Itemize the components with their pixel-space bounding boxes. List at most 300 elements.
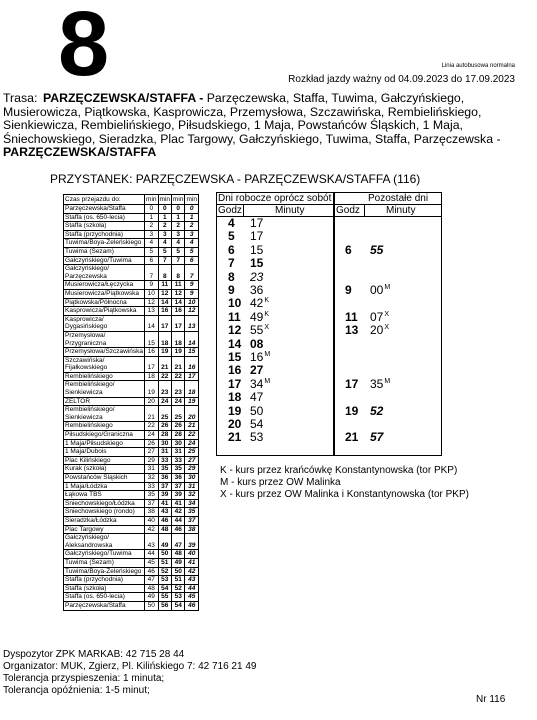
route-stops: Parzęczewska, Staffa, Tuwima, Gałczyńskiego, Musierowicza, Piątkowska, Kasprowicza, Przemysłowa, Szczawińska, Rembielińskiego, Sienkiewicza, Rembielińskiego, Piłsudskiego, 1 Maja, Powstańców Śląskich, 1 Maja, Śniechowskiego, Sieradzka, Plac Targowy, Gałczyńskiego, Tuwima, Staffa, Parzęczewska - (3, 91, 501, 146)
travel-time: 2 (185, 222, 198, 231)
travel-time: 1 (145, 213, 158, 222)
travel-time: 2 (172, 222, 185, 231)
travel-time: 21 (185, 422, 198, 431)
route-label: Trasa: (3, 91, 38, 105)
travel-time: 9 (185, 289, 198, 298)
departure-minute (250, 216, 263, 230)
minute-value: 15 (250, 256, 264, 271)
travel-time: 45 (185, 593, 198, 602)
travel-time: 54 (172, 601, 185, 610)
table-row (64, 525, 199, 534)
line-number: 8 (58, 0, 108, 95)
travel-time: 13 (185, 315, 198, 331)
travel-time: 3 (158, 230, 171, 239)
travel-time: 3 (185, 230, 198, 239)
travel-time: 21 (172, 356, 185, 372)
route-name: PARZĘCZEWSKA/STAFFA - (43, 91, 204, 105)
table-row (64, 381, 199, 397)
travel-time: 46 (172, 525, 185, 534)
travel-time: 14 (185, 331, 198, 347)
travel-time: 5 (172, 247, 185, 256)
travel-time: 25 (158, 406, 171, 422)
table-row (64, 482, 199, 491)
travel-time: 39 (185, 534, 198, 550)
minutes-column-label: Minuty (275, 205, 305, 216)
travel-time: 32 (145, 474, 158, 483)
stop-name: Łąkowa TBS (64, 491, 145, 500)
table-row (64, 298, 199, 307)
travel-time: 29 (185, 465, 198, 474)
table-row (64, 307, 199, 316)
travel-time: 3 (145, 230, 158, 239)
travel-times-header (64, 195, 199, 205)
travel-time: 39 (172, 491, 185, 500)
stop-name: Staffa (os. 650-lecia) (64, 213, 145, 222)
travel-time: 41 (172, 499, 185, 508)
hour: 21 (345, 430, 359, 445)
travel-time: 49 (158, 534, 171, 550)
hour: 15 (228, 350, 242, 364)
travel-time: 40 (185, 550, 198, 559)
table-row (64, 576, 199, 585)
minutes-column-label: Minuty (386, 205, 416, 216)
hour-column-label: Godz (336, 205, 360, 216)
stop-name: Musierowicza/Łęczycka (64, 281, 145, 290)
travel-time: 43 (145, 534, 158, 550)
departure-minute (250, 229, 263, 243)
divider (364, 204, 365, 216)
travel-times-table (63, 194, 199, 611)
travel-time: 47 (145, 576, 158, 585)
table-row (64, 491, 199, 500)
travel-time: 8 (158, 265, 171, 281)
stop-name: Przemysłowa/ Przygraniczna (64, 331, 145, 347)
travel-time: 31 (158, 448, 171, 457)
travel-time: 0 (145, 205, 158, 214)
stop-name: Musierowicza/Piątkowska (64, 289, 145, 298)
departure-minute (370, 377, 390, 391)
travel-time: 50 (145, 601, 158, 610)
minute-value: 15 (250, 242, 264, 257)
travel-time: 37 (145, 499, 158, 508)
validity-period: Rozkład jazdy ważny od 04.09.2023 do 17.09.2023 (288, 74, 515, 85)
stop-label: PRZYSTANEK: PARZĘCZEWSKA - PARZĘCZEWSKA/STAFFA (50, 172, 390, 186)
travel-time: 17 (158, 315, 171, 331)
departure-minute (370, 283, 390, 297)
travel-time: 35 (185, 508, 198, 517)
table-row (64, 456, 199, 465)
stop-name: Staffa (przychodnia) (64, 230, 145, 239)
travel-time: 53 (172, 593, 185, 602)
departure-minute (250, 283, 263, 297)
travel-time: 36 (172, 474, 185, 483)
travel-time: 42 (185, 567, 198, 576)
travel-time: 24 (185, 439, 198, 448)
course-marker: M (264, 351, 271, 358)
travel-time: 31 (185, 482, 198, 491)
travel-time: 53 (158, 576, 171, 585)
minute-value: 55 (370, 242, 384, 257)
departure-minute (250, 363, 263, 377)
tolerance-early: Tolerancja przyspieszenia: 1 minuta; (3, 673, 165, 684)
departure-minute (250, 390, 263, 404)
travel-time: 34 (185, 499, 198, 508)
travel-time: 1 (158, 213, 171, 222)
travel-time: 12 (145, 298, 158, 307)
stop-header (50, 172, 420, 186)
travel-time: 45 (145, 558, 158, 567)
travel-time: 9 (185, 281, 198, 290)
travel-time: 7 (145, 265, 158, 281)
table-row (64, 593, 199, 602)
travel-time: 22 (185, 431, 198, 440)
minute-value: 35 (370, 376, 384, 391)
travel-time: 28 (158, 431, 171, 440)
departure-minute (250, 270, 263, 284)
travel-time: 23 (172, 381, 185, 397)
stop-name: Kurak (szkoła) (64, 465, 145, 474)
travel-time: 17 (172, 315, 185, 331)
travel-time: 15 (145, 331, 158, 347)
stop-name: Sieradzka/Łódzka (64, 516, 145, 525)
tolerance-late: Tolerancja opóźnienia: 1-5 minut; (3, 685, 150, 696)
departure-minute (250, 243, 263, 257)
travel-time: 16 (145, 348, 158, 357)
travel-time: 18 (185, 381, 198, 397)
minute-value: 57 (370, 430, 384, 445)
course-marker: M (384, 284, 391, 291)
course-marker: X (264, 324, 270, 332)
travel-time: 42 (145, 525, 158, 534)
travel-time: 9 (145, 281, 158, 290)
travel-time: 1 (185, 213, 198, 222)
travel-time: 3 (172, 230, 185, 239)
hour: 6 (345, 242, 352, 257)
hour: 10 (228, 296, 242, 311)
travel-time: 41 (185, 558, 198, 567)
stop-name: Rembielińskiego/ Sienkiewicza (64, 381, 145, 397)
hour: 16 (228, 363, 242, 378)
travel-time: 51 (172, 576, 185, 585)
table-row (64, 465, 199, 474)
travel-time: 50 (172, 567, 185, 576)
travel-time: 5 (185, 247, 198, 256)
travel-time: 2 (145, 222, 158, 231)
travel-time: 31 (145, 465, 158, 474)
minute-value: 53 (250, 430, 264, 445)
stop-name: ZELTOR (64, 397, 145, 406)
travel-time: 12 (172, 289, 185, 298)
travel-time: 43 (158, 508, 171, 517)
departure-minute (250, 404, 263, 418)
travel-time: 46 (185, 601, 198, 610)
travel-time: 7 (158, 256, 171, 265)
table-row (64, 448, 199, 457)
stop-name: Gałczyńskiego/Tuwima (64, 550, 145, 559)
travel-time: 20 (145, 397, 158, 406)
travel-time: 40 (145, 516, 158, 525)
hour: 6 (228, 242, 235, 257)
stop-name: Piątkowska/Północna (64, 298, 145, 307)
travel-time: 0 (185, 205, 198, 214)
stop-name: Staffa (szkoła) (64, 584, 145, 593)
stop-name: Kasprowicza/Piątkowska (64, 307, 145, 316)
travel-time: 44 (145, 550, 158, 559)
hour: 5 (228, 229, 235, 244)
travel-time: 22 (145, 422, 158, 431)
table-row (64, 256, 199, 265)
travel-time: 25 (172, 406, 185, 422)
route-end: PARZĘCZEWSKA/STAFFA (3, 145, 157, 160)
stop-name: Śniechowskiego (rondo) (64, 508, 145, 517)
stop-name: Tuwima/Boya-Żeleńskiego (64, 239, 145, 248)
travel-time: 24 (145, 431, 158, 440)
stop-name: Gałczyńskiego/ Aleksandrowska (64, 534, 145, 550)
travel-time: 19 (172, 348, 185, 357)
travel-time: 19 (145, 381, 158, 397)
travel-time: 33 (172, 456, 185, 465)
stop-name: Plac Targowy (64, 525, 145, 534)
hour: 17 (345, 376, 359, 391)
travel-time: 4 (145, 239, 158, 248)
table-row (64, 439, 199, 448)
hour: 19 (228, 403, 242, 418)
travel-time: 21 (145, 406, 158, 422)
travel-time: 46 (145, 567, 158, 576)
travel-time: 48 (158, 525, 171, 534)
travel-time: 19 (158, 348, 171, 357)
stop-name: Parzęczewska/Staffa (64, 205, 145, 214)
minute-value: 23 (250, 269, 264, 284)
departure-minute (370, 310, 389, 324)
travel-time: 36 (158, 474, 171, 483)
travel-time: 16 (158, 307, 171, 316)
stop-name: 1 Maja/Piłsudskiego (64, 439, 145, 448)
hour: 8 (228, 269, 235, 284)
course-marker: M (264, 377, 271, 385)
table-row (64, 601, 199, 610)
stop-name: Gałczyńskiego/ Parzęczewska (64, 265, 145, 281)
hour: 12 (228, 323, 242, 338)
travel-time: 2 (158, 222, 171, 231)
travel-time: 11 (172, 281, 185, 290)
travel-time: 11 (158, 281, 171, 290)
travel-time: 7 (185, 265, 198, 281)
travel-time: 13 (145, 307, 158, 316)
table-row (64, 372, 199, 381)
unit-label: min (173, 195, 184, 203)
travel-time: 29 (145, 456, 158, 465)
travel-time: 0 (158, 205, 171, 214)
travel-time: 18 (158, 331, 171, 347)
table-row (64, 331, 199, 347)
departure-minute (250, 337, 263, 351)
travel-time: 35 (145, 491, 158, 500)
travel-time: 17 (145, 356, 158, 372)
organizer-info: Organizator: MUK, Zgierz, Pl. Kilińskiego 7: 42 716 21 49 (3, 661, 257, 672)
table-row (64, 205, 199, 214)
travel-time: 4 (172, 239, 185, 248)
table-row (64, 516, 199, 525)
travel-time: 37 (158, 482, 171, 491)
travel-time: 26 (172, 422, 185, 431)
table-row (64, 222, 199, 231)
travel-time: 43 (185, 576, 198, 585)
travel-time: 54 (158, 584, 171, 593)
travel-time: 26 (158, 422, 171, 431)
minute-value: 20 (370, 323, 384, 338)
table-row (64, 265, 199, 281)
travel-time: 44 (185, 584, 198, 593)
travel-time: 12 (185, 307, 198, 316)
stop-name: Staffa (szkoła) (64, 222, 145, 231)
travel-time: 24 (172, 397, 185, 406)
travel-time: 14 (145, 315, 158, 331)
travel-time: 23 (158, 381, 171, 397)
travel-time: 47 (172, 534, 185, 550)
travel-time: 15 (185, 348, 198, 357)
minute-value: 54 (250, 417, 264, 431)
travel-time: 51 (158, 558, 171, 567)
travel-time: 42 (172, 508, 185, 517)
table-row (64, 397, 199, 406)
travel-time: 8 (172, 265, 185, 281)
travel-time: 18 (145, 372, 158, 381)
travel-time: 37 (185, 516, 198, 525)
travel-time: 7 (172, 256, 185, 265)
hour: 7 (228, 256, 235, 271)
stop-name: Kasprowicza/ Dygasińskiego (64, 315, 145, 331)
unit-label: min (186, 195, 197, 203)
other-days-header: Pozostałe dni (368, 193, 429, 204)
travel-time: 24 (158, 397, 171, 406)
hour: 9 (345, 283, 352, 297)
travel-time: 28 (172, 431, 185, 440)
travel-time: 6 (185, 256, 198, 265)
table-row (64, 508, 199, 517)
course-marker: X (384, 310, 390, 318)
minute-value: 55 (250, 323, 264, 338)
table-row (64, 431, 199, 440)
hour: 13 (345, 323, 359, 338)
travel-time: 30 (172, 439, 185, 448)
table-row (64, 567, 199, 576)
travel-time: 33 (158, 456, 171, 465)
travel-time: 46 (158, 516, 171, 525)
travel-time: 32 (185, 491, 198, 500)
stop-name: Rembielińskiego (64, 372, 145, 381)
table-row (64, 348, 199, 357)
hour: 18 (228, 390, 242, 405)
hour: 17 (228, 376, 242, 391)
hour: 11 (345, 309, 358, 324)
minute-value: 36 (250, 283, 264, 297)
stop-name: Przemysłowa/Szczawińska (65, 348, 144, 356)
departure-minute (250, 310, 269, 324)
travel-times-title: Czas przejazdu do: (64, 195, 145, 205)
travel-time: 38 (185, 525, 198, 534)
legend-item: K - kurs przez krańcówkę Konstantynowska (tor PKP) (220, 465, 458, 476)
travel-time: 19 (185, 397, 198, 406)
table-row (64, 584, 199, 593)
legend-item: M - kurs przez OW Malinka (220, 477, 341, 488)
table-row (64, 474, 199, 483)
travel-time: 30 (185, 474, 198, 483)
departure-minute (370, 323, 389, 337)
stop-name: Tuwima/Boya-Żeleńskiego (64, 567, 145, 576)
travel-time: 52 (158, 567, 171, 576)
table-row (64, 315, 199, 331)
travel-time: 35 (158, 465, 171, 474)
stop-name: Piłsudskiego/Graniczna (64, 431, 145, 440)
minute-value: 49 (250, 309, 264, 324)
departure-minute (250, 256, 263, 270)
travel-time: 4 (185, 239, 198, 248)
travel-time: 56 (158, 601, 171, 610)
unit-label: min (159, 195, 170, 203)
table-row (64, 213, 199, 222)
table-row (64, 406, 199, 422)
minute-value: 42 (250, 296, 264, 311)
stop-name: Rembielińskiego (64, 422, 145, 431)
travel-time: 16 (185, 356, 198, 372)
table-row (64, 558, 199, 567)
travel-time: 38 (145, 508, 158, 517)
minute-value: 34 (250, 376, 264, 391)
hour: 14 (228, 336, 242, 351)
travel-time: 14 (172, 298, 185, 307)
table-row (64, 281, 199, 290)
minute-value: 08 (250, 336, 264, 351)
divider (243, 204, 244, 216)
table-row (64, 230, 199, 239)
travel-time: 49 (145, 593, 158, 602)
travel-time: 35 (172, 465, 185, 474)
hour-column-label: Godz (218, 205, 242, 216)
travel-time: 22 (172, 372, 185, 381)
table-row (64, 356, 199, 372)
hour: 20 (228, 417, 242, 431)
departure-minute (370, 430, 383, 444)
travel-time: 5 (145, 247, 158, 256)
departure-minute (250, 417, 263, 431)
table-row (64, 534, 199, 550)
travel-time: 16 (172, 307, 185, 316)
travel-time: 20 (185, 406, 198, 422)
table-row (64, 499, 199, 508)
table-row (64, 289, 199, 298)
travel-time: 21 (158, 356, 171, 372)
travel-time: 12 (158, 289, 171, 298)
departure-minute (250, 350, 270, 364)
travel-time: 39 (158, 491, 171, 500)
minute-value: 17 (250, 216, 264, 230)
page-number: Nr 116 (476, 694, 506, 705)
travel-time: 44 (172, 516, 185, 525)
course-marker: K (264, 310, 270, 318)
stop-name: Rembielińskiego/ Sienkiewicza (64, 406, 145, 422)
departure-minute (250, 430, 263, 444)
stop-name: Śniechowskiego/Łódzka (64, 499, 145, 508)
course-marker: X (384, 324, 390, 332)
minute-value: 50 (250, 403, 264, 418)
stop-number: (116) (393, 172, 421, 186)
travel-time: 49 (172, 558, 185, 567)
stop-name: 1 Maja/Dubois (64, 448, 145, 457)
travel-time: 27 (145, 448, 158, 457)
dispatcher-info: Dyspozytor ZPK MARKAB: 42 715 28 44 (3, 649, 185, 660)
departure-minute (370, 243, 383, 257)
